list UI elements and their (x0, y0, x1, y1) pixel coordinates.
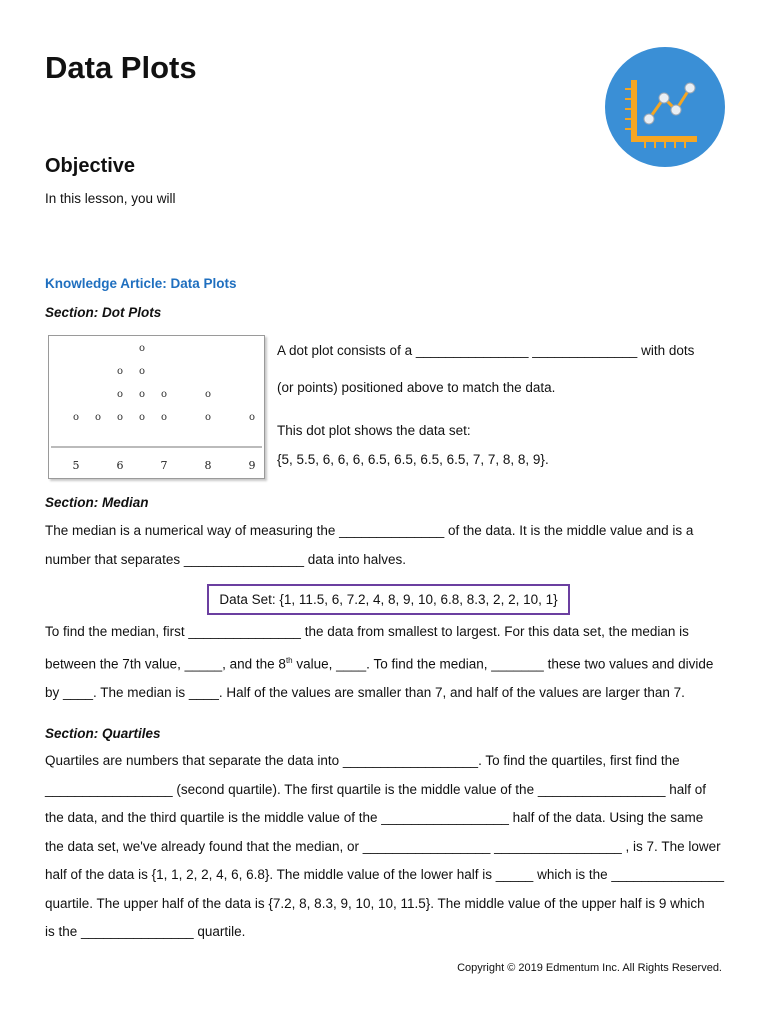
dot-plot-point: o (138, 412, 146, 423)
knowledge-article-link[interactable]: Knowledge Article: Data Plots (45, 276, 237, 291)
ordinal-suffix: th (285, 655, 293, 665)
median-p2-line-3: by ____. The median is ____. Half of the values are smaller than 7, and half of the values are larger than 7. (45, 684, 685, 700)
x-tick-label: 8 (204, 459, 212, 472)
dot-plot-dataset: {5, 5.5, 6, 6, 6, 6.5, 6.5, 6.5, 6.5, 7, 7, 8, 8, 9}. (277, 452, 549, 467)
dot-plot-point: o (116, 412, 124, 423)
quartiles-paragraph (45, 747, 725, 947)
dot-plot-point: o (116, 366, 124, 377)
median-p1-line-2: number that separates ________________ data into halves. (45, 551, 407, 567)
copyright-footer: Copyright © 2019 Edmentum Inc. All Rights Reserved. (457, 962, 722, 974)
dot-plot-point: o (204, 412, 212, 423)
dot-plot-text-line-2: (or points) positioned above to match the data. (277, 380, 556, 395)
dot-plot-point: o (94, 412, 102, 423)
dot-plot-point: o (116, 389, 124, 400)
dot-plot-point: o (204, 389, 212, 400)
line-chart-icon (604, 46, 726, 168)
median-p2-line-1: To find the median, first _______________ the data from smallest to largest. For this data set, the median is (45, 624, 689, 639)
median-p2-line-2 (45, 647, 725, 679)
quartiles-line-7: is the _______________ quartile. (45, 924, 246, 939)
quartiles-line-2: _________________ (second quartile). The first quartile is the middle value of the _________________ half of (45, 781, 706, 797)
dot-plot-point: o (138, 389, 146, 400)
dot-plot-point: o (72, 412, 80, 423)
dot-plot-point: o (138, 366, 146, 377)
section-heading-quartiles: Section: Quartiles (45, 726, 161, 741)
dot-plot-point: o (160, 412, 168, 423)
dot-plot-point: o (248, 412, 256, 423)
quartiles-line-5: half of the data is {1, 1, 2, 2, 4, 6, 6.8}. The middle value of the lower half is _____ which is the _______________ (45, 867, 724, 882)
quartiles-line-3: the data, and the third quartile is the middle value of the _________________ half of the data. Using the same (45, 810, 704, 825)
median-p1-line-1: The median is a numerical way of measuring the ______________ of the data. It is the middle value and is a (45, 523, 694, 538)
intro-text: In this lesson, you will (45, 191, 176, 206)
median-p2-line-2b: value, ____. To find the median, _______ these two values and divide (292, 656, 714, 671)
dot-plot-point: o (160, 389, 168, 400)
quartiles-line-4: the data set, we've already found that the median, or _________________ _________________ , is 7. The lower (45, 838, 721, 854)
x-tick-label: 6 (116, 459, 124, 472)
quartiles-line-1: Quartiles are numbers that separate the data into __________________. To find the quartiles, first find the (45, 753, 680, 768)
dot-plot-text-line-3: This dot plot shows the data set: (277, 423, 471, 438)
objective-heading: Objective (45, 155, 136, 177)
dot-plot-text-line-1: A dot plot consists of a _______________ ______________ with dots (277, 343, 695, 358)
dot-plot-point: o (138, 343, 146, 354)
quartiles-line-6: quartile. The upper half of the data is {7.2, 8, 8.3, 9, 10, 10, 11.5}. The middle value of the upper half is 9 which (45, 895, 705, 911)
dataset-text: Data Set: {1, 11.5, 6, 7.2, 4, 8, 9, 10, 6.8, 8.3, 2, 2, 10, 1} (219, 592, 558, 607)
dot-plot-chart (49, 336, 264, 478)
median-p2-line-2a: between the 7th value, _____, and the 8 (45, 656, 286, 671)
x-tick-label: 7 (160, 459, 168, 472)
page-title: Data Plots (45, 50, 197, 85)
section-heading-median: Section: Median (45, 495, 149, 510)
x-tick-label: 5 (72, 459, 80, 472)
dot-plot-figure (48, 335, 265, 479)
section-heading-dot-plots: Section: Dot Plots (45, 305, 162, 320)
x-tick-label: 9 (248, 459, 256, 472)
median-paragraph-1 (45, 517, 725, 574)
median-paragraph-2 (45, 618, 725, 707)
dataset-box (207, 584, 570, 615)
